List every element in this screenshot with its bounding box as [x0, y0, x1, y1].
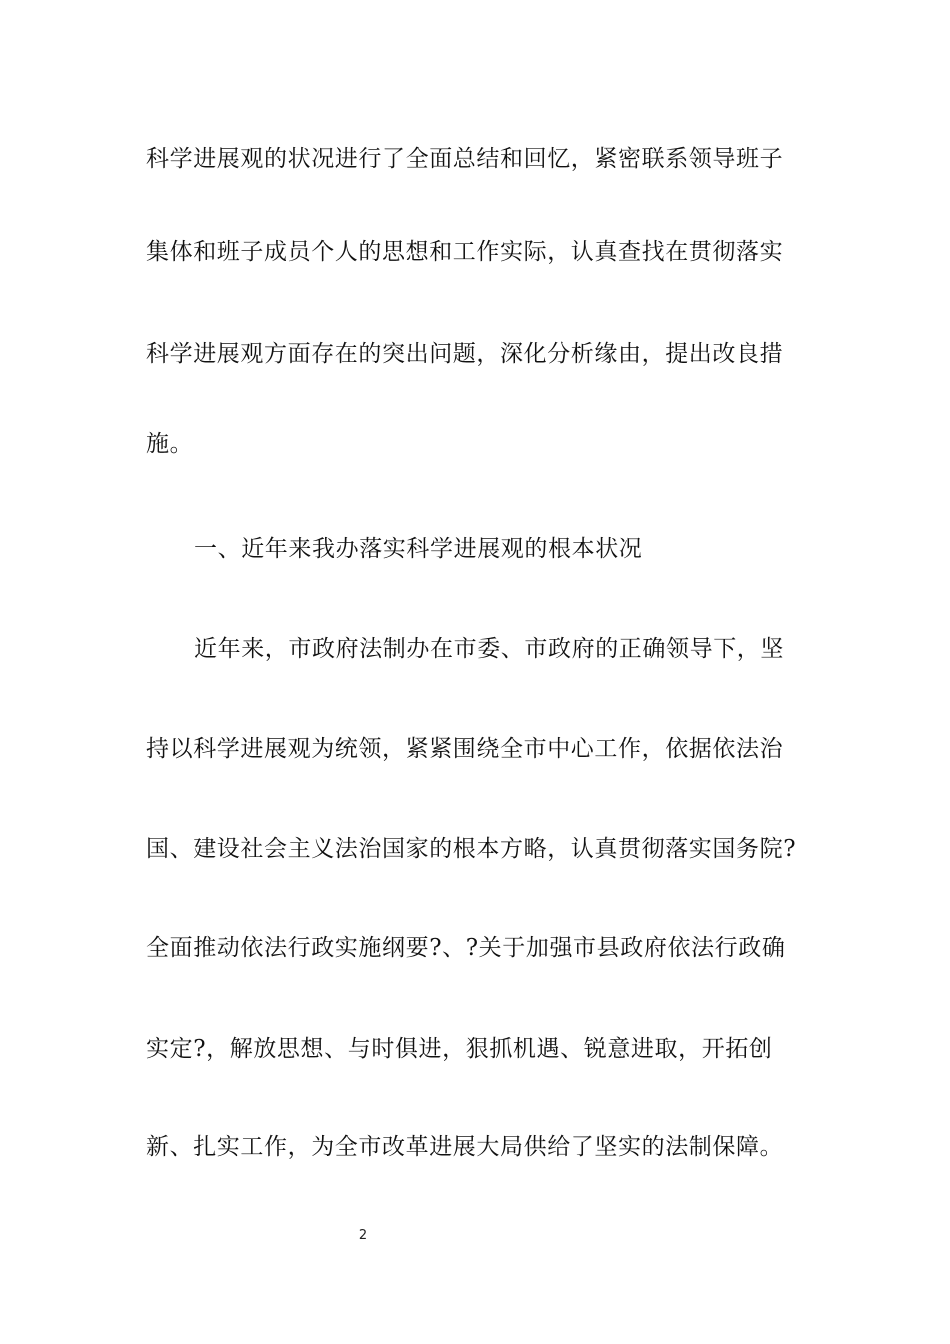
paragraph-line: 实定?，解放思想、与时俱进，狠抓机遇、锐意进取，开拓创: [146, 1036, 773, 1062]
paragraph-line: 近年来，市政府法制办在市委、市政府的正确领导下，坚: [194, 636, 784, 662]
paragraph-line: 国、建设社会主义法治国家的根本方略，认真贯彻落实国务院?: [146, 836, 797, 862]
paragraph-line: 集体和班子成员个人的思想和工作实际，认真查找在贯彻落实: [146, 239, 784, 265]
section-heading: 一、近年来我办落实科学进展观的根本状况: [194, 536, 643, 562]
paragraph-line: 科学进展观方面存在的突出问题，深化分析缘由，提出改良措: [146, 341, 784, 367]
paragraph-line: 科学进展观的状况进行了全面总结和回忆，紧密联系领导班子: [146, 146, 784, 172]
paragraph-line: 施。: [146, 431, 194, 457]
paragraph-line: 持以科学进展观为统领，紧紧围绕全市中心工作，依据依法治: [146, 736, 784, 762]
paragraph-line: 全面推动依法行政实施纲要?、?关于加强市县政府依法行政确: [146, 935, 786, 961]
paragraph-line: 新、扎实工作，为全市改革进展大局供给了坚实的法制保障。: [146, 1134, 784, 1160]
page-number: 2: [358, 1228, 368, 1243]
